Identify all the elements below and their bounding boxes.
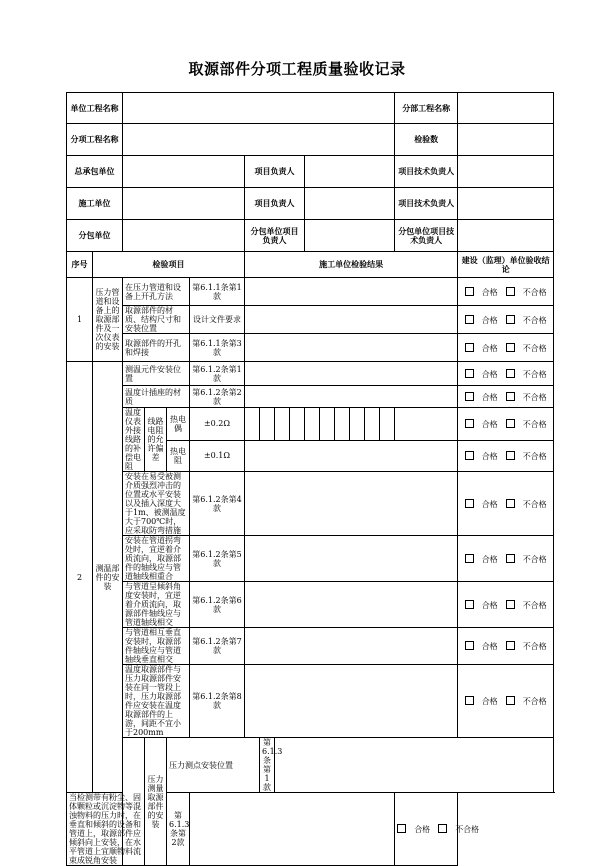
pass-label: 合格 <box>481 343 498 353</box>
sub-tech-lead-value[interactable] <box>458 220 554 252</box>
pass-label: 合格 <box>481 392 498 402</box>
accept-cell <box>458 582 554 628</box>
pass-checkbox[interactable] <box>465 451 474 460</box>
check-item-clause: 第6.1.2条第5款 <box>190 536 245 582</box>
pass-checkbox[interactable] <box>465 419 474 428</box>
fail-label: 不合格 <box>522 642 547 651</box>
fail-checkbox[interactable] <box>438 824 447 833</box>
reading-cell[interactable] <box>290 408 305 441</box>
pass-label: 合格 <box>481 451 498 461</box>
result-cell[interactable] <box>245 278 458 306</box>
col-conclusion: 建设（监理）单位验收结论 <box>458 252 554 278</box>
pass-label: 合格 <box>481 642 498 651</box>
pass-checkbox[interactable] <box>465 369 474 378</box>
result-cell[interactable] <box>245 362 458 386</box>
fail-label: 不合格 <box>455 825 480 834</box>
general-contractor-label: 总承包单位 <box>67 156 123 188</box>
check-item-desc: 测温元件安装位置 <box>123 362 190 386</box>
inspection-count-value[interactable] <box>458 124 554 156</box>
fail-checkbox[interactable] <box>506 392 515 401</box>
pass-label: 合格 <box>481 499 498 509</box>
sub-item-value[interactable] <box>123 124 395 156</box>
accept-cell <box>458 665 554 738</box>
check-item-desc: 当检测带有粉尘、固体颗粒或沉淀物等混浊物料的压力时，在垂直和倾斜的设备和管道上，取源部件应倾斜向上安装，在水平管道上宜顺物料流束成锐角安装 <box>67 793 145 866</box>
compensation-sub-label: 线路电阻的允许偏差 <box>145 408 167 472</box>
fail-label: 不合格 <box>522 499 547 509</box>
group-category: 压力测量取源部件的安装 <box>145 738 167 866</box>
fail-checkbox[interactable] <box>506 287 515 296</box>
accept-cell <box>458 362 554 386</box>
group-category: 测温部件的安装 <box>93 362 123 793</box>
pass-checkbox[interactable] <box>465 696 474 705</box>
sub-item-label: 分项工程名称 <box>67 124 123 156</box>
construction-project-lead-value[interactable] <box>305 188 395 220</box>
thermocouple-label: 热电偶 <box>167 408 190 441</box>
unit-project-label: 单位工程名称 <box>67 93 123 124</box>
result-cell[interactable] <box>245 472 458 536</box>
check-item-clause: 第6.1.3条第1款 <box>260 738 275 793</box>
check-item-clause: 第6.1.2条第8款 <box>190 665 245 738</box>
group-seq: 1 <box>67 278 93 362</box>
construction-tech-lead-value[interactable] <box>458 188 554 220</box>
result-cell[interactable] <box>245 334 458 362</box>
reading-cell[interactable] <box>260 408 275 441</box>
pass-label: 合格 <box>481 697 498 706</box>
fail-checkbox[interactable] <box>506 315 515 324</box>
result-cell[interactable] <box>190 793 395 866</box>
fail-label: 不合格 <box>522 343 547 353</box>
check-item-desc: 安装在易受被测介质强烈冲击的位置或水平安装以及插入深度大于1m、被测温度大于700℃时，应采取防弯措施 <box>123 472 190 536</box>
accept-cell <box>458 472 554 536</box>
accept-cell <box>458 278 554 306</box>
fail-checkbox[interactable] <box>506 419 515 428</box>
col-seq: 序号 <box>67 252 93 278</box>
inspection-count-label: 检验数 <box>395 124 458 156</box>
subcontractor-label: 分包单位 <box>67 220 123 252</box>
page-title: 取源部件分项工程质量验收记录 <box>188 60 406 78</box>
check-item-desc: 与管道相互垂直安装时，取源部件轴线应与管道轴线垂直相交 <box>123 628 190 665</box>
fail-checkbox[interactable] <box>506 451 515 460</box>
pass-label: 合格 <box>481 315 498 325</box>
reading-cell[interactable] <box>380 408 395 441</box>
check-item-clause: 第6.1.2条第7款 <box>190 628 245 665</box>
rtd-label: 热电阻 <box>167 440 190 471</box>
reading-cell[interactable] <box>365 408 380 441</box>
fail-checkbox[interactable] <box>506 499 515 508</box>
pass-checkbox[interactable] <box>397 824 406 833</box>
check-item-clause: 第6.1.1条第1款 <box>190 278 245 306</box>
check-item-clause: 第6.1.3条第2款 <box>167 793 190 866</box>
result-cell[interactable] <box>245 306 458 334</box>
check-item-desc: 在压力管道和设备上开孔方法 <box>123 278 190 306</box>
result-cell[interactable] <box>245 628 458 665</box>
pass-checkbox[interactable] <box>465 641 474 650</box>
accept-cell <box>458 628 554 665</box>
accept-cell <box>458 334 554 362</box>
accept-cell <box>458 536 554 582</box>
fail-checkbox[interactable] <box>506 641 515 650</box>
result-cell[interactable] <box>245 665 458 738</box>
fail-checkbox[interactable] <box>506 696 515 705</box>
construction-project-lead-label: 项目负责人 <box>245 188 305 220</box>
result-cell[interactable] <box>245 582 458 628</box>
check-item-desc: 温度取源部件与压力取源部件安装在同一管段上时，压力取源部件应安装在温度取源部件的上游，间距不宜小于200mm <box>123 665 190 738</box>
result-cell[interactable] <box>245 536 458 582</box>
accept-cell <box>458 408 554 441</box>
fail-label: 不合格 <box>522 315 547 325</box>
fail-label: 不合格 <box>522 369 547 379</box>
col-item: 检验项目 <box>93 252 245 278</box>
pass-checkbox[interactable] <box>465 315 474 324</box>
pass-checkbox[interactable] <box>465 499 474 508</box>
check-item-clause: 第6.1.2条第1款 <box>190 362 245 386</box>
reading-cell[interactable] <box>305 408 320 441</box>
check-item-clause: 设计文件要求 <box>190 306 245 334</box>
rtd-tolerance: ±0.1Ω <box>190 440 245 471</box>
result-cell[interactable] <box>245 386 458 408</box>
reading-cell[interactable] <box>245 408 260 441</box>
pass-checkbox[interactable] <box>465 287 474 296</box>
pass-label: 合格 <box>481 600 498 610</box>
pass-checkbox[interactable] <box>465 600 474 609</box>
construction-tech-lead-label: 项目技术负责人 <box>395 188 458 220</box>
check-item-clause: 第6.1.2条第2款 <box>190 386 245 408</box>
project-lead-label: 项目负责人 <box>245 156 305 188</box>
fail-label: 不合格 <box>522 600 547 610</box>
accept-cell <box>458 306 554 334</box>
fail-label: 不合格 <box>522 419 547 429</box>
pass-checkbox[interactable] <box>465 343 474 352</box>
col-result: 施工单位检验结果 <box>245 252 458 278</box>
fail-label: 不合格 <box>522 697 547 706</box>
check-item-desc: 取源部件的材质、结构尺寸和安装位置 <box>123 306 190 334</box>
check-item-desc: 温度计插座的材质 <box>123 386 190 408</box>
reading-cell[interactable] <box>275 408 290 441</box>
compensation-label: 温度仪表外接线路的补偿电阻 <box>123 408 145 472</box>
thermocouple-tolerance: ±0.2Ω <box>190 408 245 441</box>
result-cell[interactable] <box>275 738 554 793</box>
group-category: 压力管道和设备上的取源部件及一次仪表的安装 <box>93 278 123 362</box>
general-contractor-value[interactable] <box>123 156 245 188</box>
check-item-desc: 压力测点安装位置 <box>167 738 260 793</box>
pass-label: 合格 <box>481 369 498 379</box>
check-item-clause: 第6.1.2条第4款 <box>190 472 245 536</box>
acceptance-form-table <box>66 92 554 866</box>
pass-checkbox[interactable] <box>465 392 474 401</box>
fail-label: 不合格 <box>522 287 547 297</box>
accept-cell <box>458 440 554 471</box>
check-item-desc: 与管道呈倾斜角度安装时，宜逆着介质流向，取源部件轴线应与管道轴线相交 <box>123 582 190 628</box>
accept-cell <box>458 386 554 408</box>
check-item-desc: 取源部件的开孔和焊接 <box>123 334 190 362</box>
fail-checkbox[interactable] <box>506 343 515 352</box>
fail-checkbox[interactable] <box>506 554 515 563</box>
pass-label: 合格 <box>414 825 431 834</box>
reading-cell[interactable] <box>350 408 365 441</box>
fail-label: 不合格 <box>522 554 547 564</box>
pass-label: 合格 <box>481 287 498 297</box>
sub-project-lead-label: 分包单位项目负责人 <box>245 220 305 252</box>
construction-unit-label: 施工单位 <box>67 188 123 220</box>
group-seq: 2 <box>67 362 93 793</box>
fail-label: 不合格 <box>522 451 547 461</box>
result-cell[interactable] <box>245 440 458 471</box>
check-item-desc: 安装在管道拐弯处时，宜逆着介质流向，取源部件的轴线应与管道轴线相重合 <box>123 536 190 582</box>
reading-cell[interactable] <box>335 408 350 441</box>
tech-lead-label: 项目技术负责人 <box>395 156 458 188</box>
sub-tech-lead-label: 分包单位项目技术负责人 <box>395 220 458 252</box>
fail-checkbox[interactable] <box>506 600 515 609</box>
pass-checkbox[interactable] <box>465 554 474 563</box>
unit-project-value[interactable] <box>123 93 395 124</box>
sub-project-lead-value[interactable] <box>305 220 395 252</box>
pass-label: 合格 <box>481 419 498 429</box>
construction-unit-value[interactable] <box>123 188 245 220</box>
reading-cell[interactable] <box>320 408 335 441</box>
check-item-clause: 第6.1.2条第6款 <box>190 582 245 628</box>
sub-part-value[interactable] <box>458 93 554 124</box>
sub-part-label: 分部工程名称 <box>395 93 458 124</box>
tech-lead-value[interactable] <box>458 156 554 188</box>
project-lead-value[interactable] <box>305 156 395 188</box>
subcontractor-value[interactable] <box>123 220 245 252</box>
accept-cell <box>395 793 480 866</box>
reading-cell[interactable] <box>395 408 458 441</box>
check-item-clause: 第6.1.1条第3款 <box>190 334 245 362</box>
fail-label: 不合格 <box>522 392 547 402</box>
pass-label: 合格 <box>481 554 498 564</box>
fail-checkbox[interactable] <box>506 369 515 378</box>
